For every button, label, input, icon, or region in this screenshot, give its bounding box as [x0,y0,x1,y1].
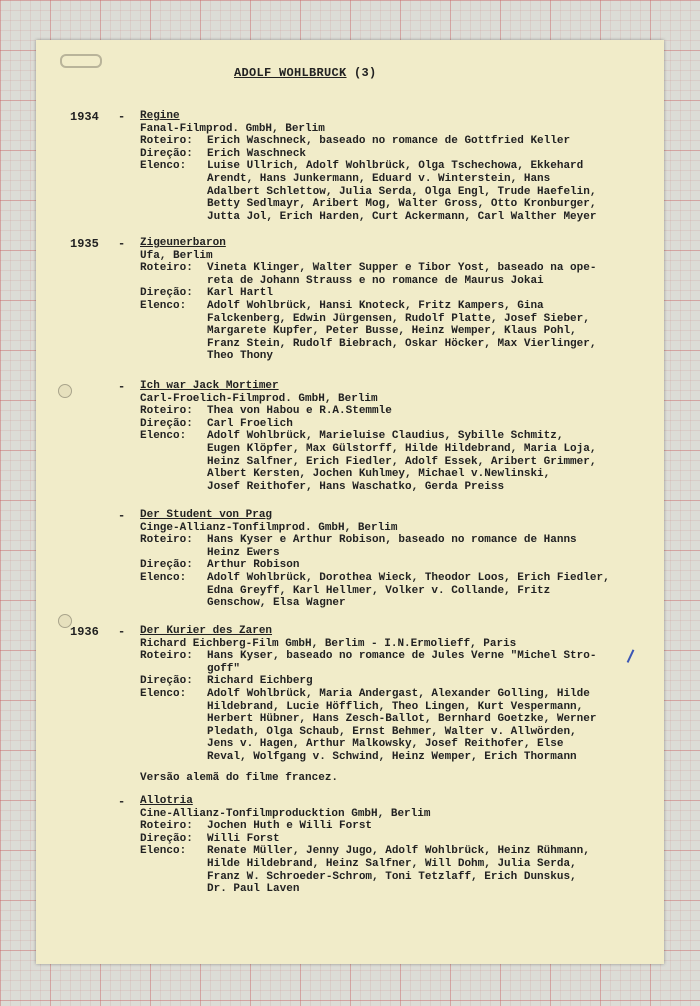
elenco-continuation: Jutta Jol, Erich Harden, Curt Ackermann, Carl Walther Meyer [207,210,597,223]
roteiro-row [140,820,660,833]
elenco-continuation: Edna Greyff, Karl Hellmer, Volker v. Collande, Fritz [207,584,551,597]
film-title: Allotria [140,795,193,807]
elenco-continuation: Josef Reithofer, Hans Waschatko, Gerda Preiss [207,480,505,493]
direcao-value: Richard Eichberg [207,675,313,688]
roteiro-row [140,405,660,418]
elenco-row [140,160,660,173]
elenco-continuation: Franz Stein, Rudolf Biebrach, Oskar Höcker, Max Vierlinger, [207,337,597,350]
elenco-continuation: Reval, Wolfgang v. Schwind, Heinz Wemper, Erich Thormann [207,750,577,763]
entry-dash: - [118,380,126,394]
production-company: Cine-Allianz-Tonfilmproducktion GmbH, Berlim [140,807,431,820]
elenco-value: Adolf Wohlbrück, Maria Andergast, Alexander Golling, Hilde [207,687,590,700]
elenco-continuation: Adalbert Schlettow, Julia Serda, Olga Engl, Trude Haefelin, [207,185,597,198]
film-title: Regine [140,110,180,122]
roteiro-value: Vineta Klinger, Walter Supper e Tibor Yost, baseado na ope- [207,262,597,275]
entry-year: 1934 [70,110,99,124]
elenco-continuation: Eugen Klöpfer, Max Gülstorff, Hilde Hildebrand, Maria Loja, [207,442,597,455]
elenco-continuation: Herbert Hübner, Hans Zesch-Ballot, Bernhard Goetzke, Werner [207,713,597,726]
elenco-row [140,845,660,858]
entry-body [140,795,660,896]
roteiro-value: Hans Kyser, baseado no romance de Jules Verne "Michel Stro- [207,650,597,663]
elenco-continuation: Albert Kersten, Jochen Kuhlmey, Michael v.Newlinski, [207,468,551,481]
direcao-value: Arthur Robison [207,559,300,572]
direcao-label: Direção: [140,675,193,688]
elenco-continuation: Pledath, Olga Schaub, Ernst Behmer, Walter v. Allwörden, [207,725,577,738]
elenco-label: Elenco: [140,845,187,858]
roteiro-row [140,262,660,275]
entry-body [140,380,660,493]
direcao-value: Erich Waschneck [207,147,307,160]
elenco-continuation: Jens v. Hagen, Arthur Malkowsky, Josef Reithofer, Else [207,738,564,751]
elenco-continuation: Hilde Hildebrand, Heinz Salfner, Will Dohm, Julia Serda, [207,857,577,870]
direcao-label: Direção: [140,417,193,430]
entry-dash: - [118,237,126,251]
direcao-row [140,833,660,846]
entry-dash: - [118,110,126,124]
direcao-label: Direção: [140,287,193,300]
elenco-value: Luise Ullrich, Adolf Wohlbrück, Olga Tschechowa, Ekkehard [207,160,584,173]
direcao-value: Willi Forst [207,832,280,845]
roteiro-label: Roteiro: [140,820,193,833]
elenco-value: Adolf Wohlbrück, Marieluise Claudius, Sybille Schmitz, [207,430,564,443]
elenco-continuation: Genschow, Elsa Wagner [207,597,346,610]
roteiro-row [140,650,660,663]
roteiro-row [140,135,660,148]
elenco-continuation: Theo Thony [207,350,274,363]
version-note: Versão alemã do filme francez. [140,771,339,784]
entry-dash: - [118,795,126,809]
elenco-label: Elenco: [140,571,187,584]
entry-body [140,509,660,610]
roteiro-value: Hans Kyser e Arthur Robison, baseado no romance de Hanns [207,534,577,547]
entry-body [140,237,660,363]
roteiro-label: Roteiro: [140,135,193,148]
elenco-continuation: Dr. Paul Laven [207,883,300,896]
direcao-row [140,148,660,161]
film-title: Der Student von Prag [140,509,273,521]
direcao-value: Carl Froelich [207,417,293,430]
page-title: ADOLF WOHLBRUCK (3) [234,66,377,80]
paper-clip-mark [60,54,102,68]
elenco-continuation: Margarete Kupfer, Peter Busse, Heinz Wemper, Klaus Pohl, [207,325,577,338]
direcao-row [140,675,660,688]
elenco-label: Elenco: [140,687,187,700]
elenco-value: Adolf Wohlbrück, Dorothea Wieck, Theodor Loos, Erich Fiedler, [207,571,610,584]
entry-dash: - [118,509,126,523]
production-company: Ufa, Berlim [140,249,213,262]
film-title: Ich war Jack Mortimer [140,380,279,392]
direcao-value: Karl Hartl [207,287,274,300]
roteiro-label: Roteiro: [140,534,193,547]
elenco-continuation: Falckenberg, Edwin Jürgensen, Rudolf Platte, Josef Sieber, [207,312,590,325]
entry-year: 1936 [70,625,99,639]
roteiro-value: Thea von Habou e R.A.Stemmle [207,405,392,418]
elenco-continuation: Betty Sedlmayr, Aribert Mog, Walter Gross, Otto Kronburger, [207,198,597,211]
production-company: Cinge-Allianz-Tonfilmprod. GmbH, Berlim [140,521,398,534]
direcao-label: Direção: [140,559,193,572]
elenco-row [140,300,660,313]
entry-body [140,110,660,223]
roteiro-continuation: Heinz Ewers [207,546,280,559]
elenco-row [140,688,660,701]
elenco-label: Elenco: [140,430,187,443]
direcao-row [140,559,660,572]
elenco-continuation: Franz W. Schroeder-Schrom, Toni Tetzlaff, Erich Dunskus, [207,870,577,883]
roteiro-label: Roteiro: [140,262,193,275]
elenco-value: Adolf Wohlbrück, Hansi Knoteck, Fritz Kampers, Gina [207,299,544,312]
punch-hole-mark [58,384,72,398]
direcao-row [140,418,660,431]
roteiro-value: Jochen Huth e Willi Forst [207,820,373,833]
elenco-continuation: Hildebrand, Lucie Höfflich, Theo Lingen, Kurt Vespermann, [207,700,584,713]
elenco-row [140,430,660,443]
production-company: Fanal-Filmprod. GmbH, Berlim [140,122,325,135]
roteiro-label: Roteiro: [140,405,193,418]
direcao-label: Direção: [140,147,193,160]
entry-body [140,625,660,784]
elenco-label: Elenco: [140,299,187,312]
elenco-continuation: Heinz Salfner, Erich Fiedler, Adolf Essek, Aribert Grimmer, [207,455,597,468]
entry-dash: - [118,625,126,639]
elenco-label: Elenco: [140,160,187,173]
elenco-continuation: Arendt, Hans Junkermann, Eduard v. Winterstein, Hans [207,172,551,185]
roteiro-label: Roteiro: [140,650,193,663]
roteiro-continuation: reta de Johann Strauss e no romance de Maurus Jokai [207,274,544,287]
roteiro-continuation: goff" [207,662,241,675]
production-company: Richard Eichberg-Film GmbH, Berlim - I.N.Ermolieff, Paris [140,637,517,650]
elenco-value: Renate Müller, Jenny Jugo, Adolf Wohlbrück, Heinz Rühmann, [207,845,590,858]
elenco-row [140,572,660,585]
roteiro-value: Erich Waschneck, baseado no romance de Gottfried Keller [207,135,571,148]
film-title: Der Kurier des Zaren [140,625,273,637]
document-page [36,40,664,964]
film-title: Zigeunerbaron [140,237,226,249]
direcao-row [140,287,660,300]
direcao-label: Direção: [140,832,193,845]
entry-year: 1935 [70,237,99,251]
production-company: Carl-Froelich-Filmprod. GmbH, Berlim [140,392,378,405]
roteiro-row [140,534,660,547]
